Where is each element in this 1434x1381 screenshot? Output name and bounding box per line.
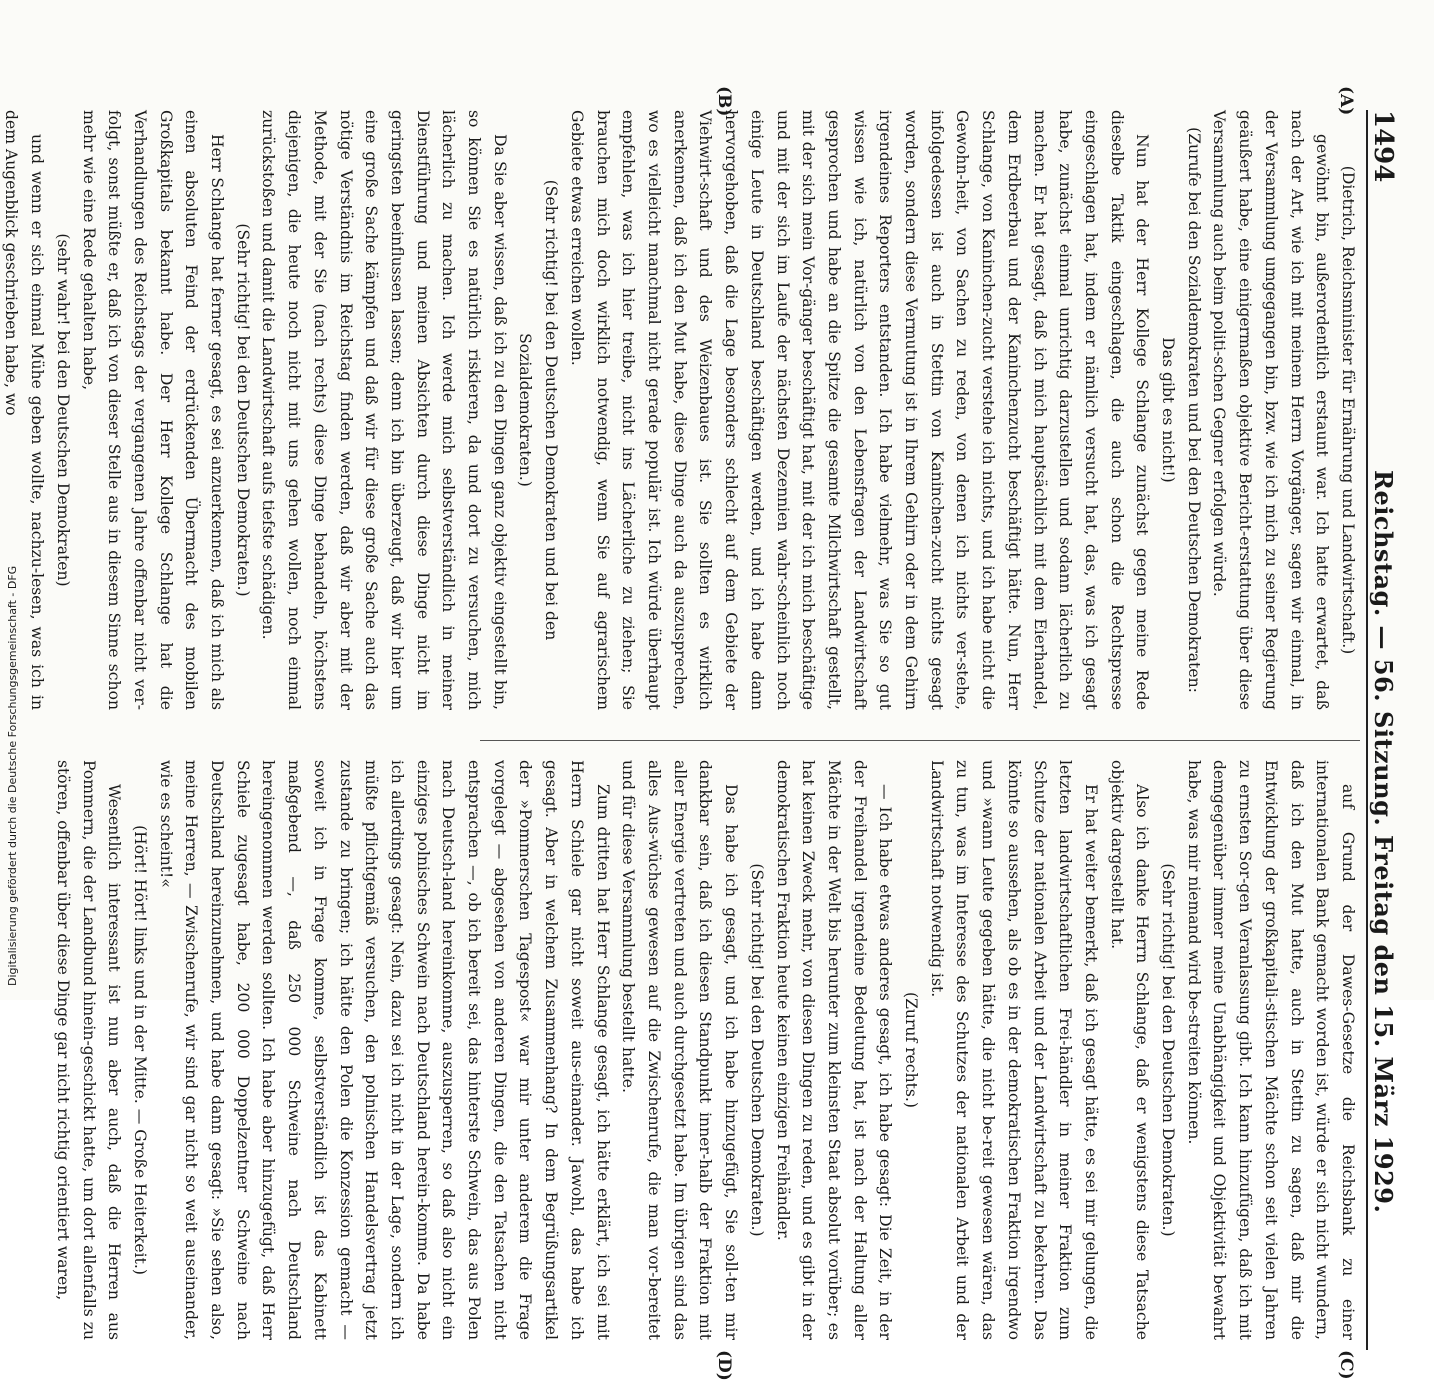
page-number: 1494 <box>1368 110 1398 183</box>
paragraph: und wenn er sich einmal Mühe geben wollte, nachzu-lesen, was ich in dem Augenblick geschrieben habe, wo <box>2 110 47 710</box>
paragraph: Wesentlich interessant ist nun aber auch, daß die Herren aus Pommern, die der Landbund hinein-geschickt hatte, um dort allenfalls zu stören, offenbar über diese Dinge gar nicht richtig orientiert waren, <box>53 760 124 1340</box>
paragraph: auf Grund der Dawes-Gesetze die Reichsbank zu einer internationalen Bank gemacht worden ist, würde er sich nicht wundern, daß ich den Mut hatte, auch in Stettin zu sagen, daß mir die Entwicklung der großkapitali-stischen Mächte schon seit vielen Jahren zu ernsten Sor-gen Veranlassung gibt. Ich kann hinzufügen, daß ich mit demgegenüber immer meine Unabhängigkeit und Objektivität bewahrt habe, was mir niemand wird be-streiten können. <box>1184 760 1357 1340</box>
paragraph: (Zurufe bei den Sozialdemokraten und bei den Deutschen Demokraten: Das gibt es nicht!) <box>1159 127 1203 693</box>
paragraph: Das habe ich gesagt, und ich habe hinzugefügt, Sie soll-ten mir dankbar sein, daß ich diesen Standpunkt inner-halb der Fraktion mit aller Energie vertreten und auch durchgesetzt habe. Im übrigen sind das alles Aus-wüchse gewesen auf die Zwischenrufe, die man vor-bereitet und für diese Versammlung bestellt hatte. <box>619 760 741 1340</box>
paragraph: (Sehr richtig! bei den Deutschen Demokraten.) <box>1159 863 1178 1237</box>
page-header <box>1364 110 1404 1350</box>
paragraph: (sehr wahr! bei den Deutschen Demokraten) <box>53 233 72 587</box>
margin-marker-a: (A) <box>1336 86 1356 116</box>
right-text-column <box>53 760 1360 1340</box>
paragraph: gewöhnt bin, außerordentlich erstaunt war. Ich hatte erwartet, daß nach der Art, wie ich mit meinem Herrn Vorgänger, sagen wir einmal, in der Versammlung umgegangen bin, bzw. wie ich mich zu seiner Regierung geäußert habe, eine einigermaßen objektive Bericht-erstattung über diese Versammlung auch beim politi-schen Gegner erfolgen würde. <box>1210 110 1332 710</box>
paragraph: Herr Schlange hat ferner gesagt, es sei anzuerkennen, daß ich mich als einen absoluten Feind der erdrückenden Übermacht des mobilen Großkapitals bekannt habe. Der Herr Kollege Schlange hat die Verhandlungen des Reichstags der vergangenen Jahre offenbar nicht ver-folgt, sonst müßte er, daß ich von dieser Stelle aus in diesem Sinne schon mehr wie eine Rede gehalten habe, <box>79 110 227 710</box>
digitization-credit: Digitalisierung gefördert durch die Deutsche Forschungsgemeinschaft - DFG <box>6 565 19 986</box>
paragraph: — Ich habe etwas anderes gesagt, ich habe gesagt: Die Zeit, in der der Freihandel irgendeine Bedeutung hat, ist nach der Haltung aller Mächte in der Welt bis herunter zum kleinsten Staat absolut vorüber; es hat keinen Zweck mehr, von diesen Dingen zu reden, und es gibt in der demokratischen Fraktion heute keinen einzigen Freihändler. <box>773 760 895 1340</box>
page-title: Reichstag. — 56. Sitzung. Freitag den 15. März 1929. <box>1369 470 1398 1214</box>
paragraph: Zum dritten hat Herr Schlange gesagt, ich hätte erklärt, ich sei mit Herrn Schiele gar nicht soweit aus-einander. Jawohl, das habe ich gesagt. Aber in welchem Zusammenhang? In dem Begrüßungsartikel der »Pommerschen Tagespost« war mir unter anderem die Frage vorgelegt — abgesehen von anderen Dingen, die den Tatsachen nicht entsprachen —, ob ich bereit sei, das hinterste Schwein, das aus Polen nach Deutsch-land hereinkomme, auszusperren, so daß also nicht ein einziges polnisches Schwein nach Deutschland herein-komme. Da habe ich allerdings gesagt: Nein, dazu sei ich nicht in der Lage, sondern ich müßte pflichtgemäß versuchen, den polnischen Handelsvertrag jetzt zustande zu bringen; ich hätte den Polen die Konzession gemacht — soweit ich in Frage komme, selbstverständlich ist das Kabinett maßgebend —, daß 250 000 Schweine nach Deutschland hereingenommen werden sollten. Ich habe aber hinzugefügt, daß Herr Schiele zugesagt habe, 200 000 Doppelzentner Schweine nach Deutschland hereinzunehmen, und habe dann gesagt: »Sie sehen also, meine Herren, — Zwischenrufe, wir sind gar nicht so weit auseinander, wie es scheint!« <box>156 760 612 1340</box>
paragraph: (Dietrich, Reichsminister für Ernährung und Landwirtschaft.) <box>1339 165 1357 655</box>
paragraph: (Zuruf rechts.) <box>902 992 921 1108</box>
margin-marker-d: (D) <box>714 1350 734 1381</box>
paragraph: Also ich danke Herrn Schlange, daß er wenigstens diese Tatsache objektiv dargestellt hat. <box>1107 760 1152 1340</box>
paragraph: Da Sie aber wissen, daß ich zu den Dingen ganz objektiv eingestellt bin, so können Sie es natürlich riskieren, da und dort zu versuchen, mich lächerlich zu machen. Ich werde mich selbstverständlich in meiner Dienstführung und meinen Absichten durch diese Dinge nicht im geringsten beeinflussen lassen; denn ich bin überzeugt, daß wir hier um eine große Sache kämpfen und daß wir für diese große Sache auch das nötige Verständnis im Reichstag finden werden, daß wir aber mit der Methode, mit der Sie (nach rechts) diese Dinge behandeln, höchstens diejenigen, die heute noch nicht mit uns gehen wollen, noch einmal zurückstoßen und damit die Landwirtschaft aufs tiefste schädigen. <box>259 110 509 710</box>
header-rule <box>1366 110 1368 1350</box>
paragraph: Nun hat der Herr Kollege Schlange zunächst gegen meine Rede dieselbe Taktik eingeschlagen, die auch schon die Rechtspresse eingeschlagen hat, indem er nämlich versucht hat, das, was ich gesagt habe, zunächst einmal unrichtig darzustellen und sodann lächerlich zu machen. Er hat gesagt, daß ich mich hauptsächlich mit dem Eierhandel, dem Erdbeerbau und der Kaninchenzucht beschäftigt hätte. Nun, Herr Schlange, von Kaninchen-zucht verstehe ich nichts, und ich habe nicht die Gewohn-heit, von Sachen zu reden, von denen ich nichts ver-stehe, infolgedessen ist auch in Stettin von Kaninchen-zucht nichts gesagt worden, sondern diese Vermutung ist in Ihrem Gehirn oder in dem Gehirn irgendeines Reporters entstanden. Ich habe vielmehr, was Sie so gut wissen wie ich, natürlich von den Lebensfragen der Landwirtschaft gesprochen und habe an die Spitze die gesamte Milchwirtschaft gestellt, mit der sich mein Vor-gänger beschäftigt hat, mit der ich mich beschäftige und mit der sich im Laufe der nächsten Dezennien wahr-scheinlich noch einige Leute in Deutschland beschäftigen werden, und ich habe dann hervorgehoben, daß die Lage besonders schlecht auf dem Gebiete der Viehwirt-schaft und des Weizenbaues ist. Sie sollten es wirklich anerkennen, daß ich den Mut habe, diese Dinge auch da auszusprechen, wo es vielleicht manchmal nicht gerade populär ist. Ich würde überhaupt empfehlen, was ich hier treibe, nicht ins Lächerliche zu ziehen; Sie brauchen mich doch wirklich notwendig, wenn Sie auf agrarischem Gebiete etwas erreichen wollen. <box>567 110 1152 710</box>
margin-marker-c: (C) <box>1336 1350 1356 1380</box>
column-divider <box>480 740 1360 741</box>
paragraph: (Sehr richtig! bei den Deutschen Demokraten.) <box>747 863 766 1237</box>
left-text-column <box>2 110 1360 710</box>
paragraph: (Hört! Hört! links und in der Mitte. — Große Heiterkeit.) <box>130 825 149 1275</box>
paragraph: (Sehr richtig! bei den Deutschen Demokraten und bei den Sozialdemokraten.) <box>516 179 561 641</box>
paragraph: Er hat weiter bemerkt, daß ich gesagt hätte, es sei mir gelungen, die letzten landwirtschaftlichen Frei-händler in meiner Fraktion zum Schutze der nationalen Arbeit und der Landwirtschaft zu bekehren. Das könnte so aussehen, als ob es in der demokratischen Fraktion irgendwo und »wann Leute gegeben hätte, die nicht be-reit gewesen wären, das zu tun, was im Interesse des Schutzes der nationalen Arbeit und der Landwirtschaft notwendig ist. <box>927 760 1100 1340</box>
paragraph: (Sehr richtig! bei den Deutschen Demokraten.) <box>233 223 252 597</box>
margin-marker-b: (B) <box>714 86 734 117</box>
